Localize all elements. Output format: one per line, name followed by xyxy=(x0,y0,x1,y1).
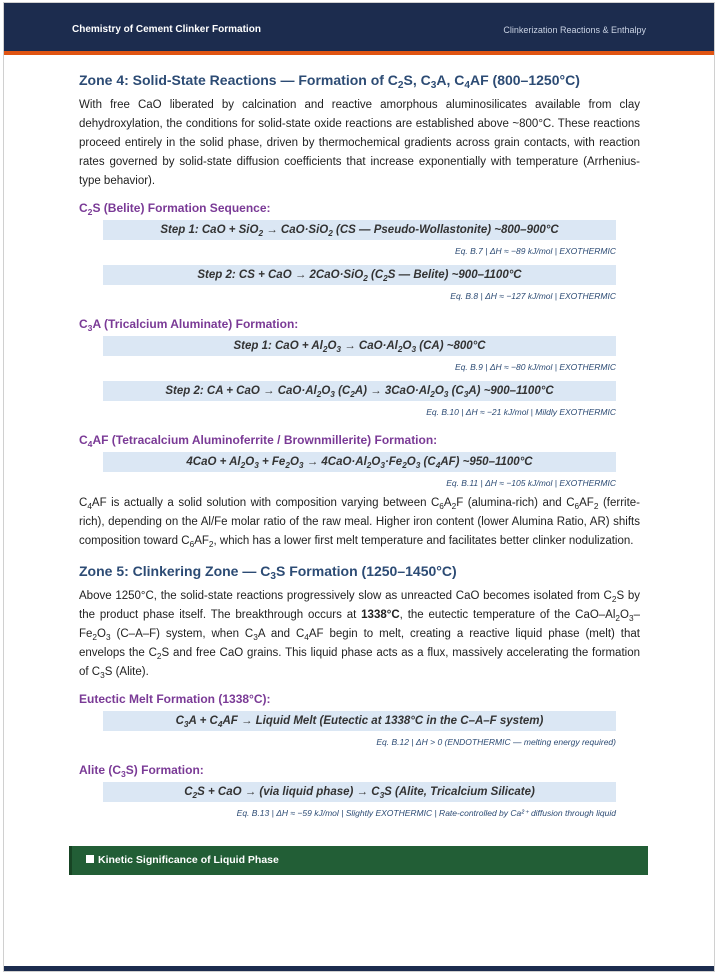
zone5-title: Zone 5: Clinkering Zone — $C_3S$ Formation (1250–1450°C) xyxy=(79,563,457,582)
equation-b11-ref: Eq. B.11 | ΔH ≈ −105 kJ/mol | EXOTHERMIC xyxy=(446,478,616,488)
equation-b7: Step 1: CaO + SiO$_2$ → CaO·SiO$_2$ (CS — Pseudo-Wollastonite) ~800–900°C xyxy=(103,220,616,240)
main-content xyxy=(79,68,640,824)
equation-b8: Step 2: CS + CaO → 2CaO·SiO$_2$ ($C_2S$ — Belite) ~900–1100°C xyxy=(103,265,616,285)
equation-b10-ref: Eq. B.10 | ΔH ≈ −21 kJ/mol | Mildly EXOTHERMIC xyxy=(426,407,616,417)
zone4-title: Zone 4: Solid-State Reactions — Formation of $C_2S$, $C_3A$, $C_4AF$ (800–1250°C) xyxy=(79,72,580,91)
alite-heading: Alite $(C_3S)$ Formation: xyxy=(79,763,204,779)
kinetic-label: Kinetic Significance of Liquid Phase xyxy=(98,854,279,866)
c2s-heading: $C_2S$ (Belite) Formation Sequence: xyxy=(79,201,271,217)
zone4-intro: With free CaO liberated by calcination and reactive amorphous aluminosilicates available from clay dehydroxylation, the conditions for solid-state oxide reactions are established above ~800°C. These reactions proceed entirely in the solid phase, driven by thermochemical gradients across grain contacts, with reaction rates governed by solid-state diffusion coefficients that increase exponentially with temperature (Arrhenius-type behavior). xyxy=(79,99,640,187)
square-bullet-icon xyxy=(86,855,94,863)
equation-b9-ref: Eq. B.9 | ΔH ≈ −80 kJ/mol | EXOTHERMIC xyxy=(455,362,616,372)
equation-b10: Step 2: CA + CaO → $CaO\cdot Al_2O_3$ $(C_2A) \to 3CaO\cdot Al_2O_3$ $(C_3A)$ ~900–1100°C xyxy=(103,381,616,401)
equation-b13-ref: Eq. B.13 | ΔH ≈ −59 kJ/mol | Slightly EXOTHERMIC | Rate-controlled by Ca²⁺ diffusion through liquid xyxy=(236,808,616,818)
equation-b12: $C_3A + C_4AF$ → Liquid Melt (Eutectic at 1338°C in the C–A–F system) xyxy=(103,711,616,731)
kinetic-significance-bar[interactable] xyxy=(69,846,648,875)
page-header xyxy=(4,3,714,55)
c4af-heading: $C_4AF$ (Tetracalcium Aluminoferrite / Brownmillerite) Formation: xyxy=(79,433,438,449)
c3a-heading: $C_3A$ (Tricalcium Aluminate) Formation: xyxy=(79,317,299,333)
equation-b11: $4CaO + Al_2O_3 + Fe_2O_3 \to 4CaO\cdot Al_2O_3\cdot Fe_2O_3$ $(C_4AF)$ ~950–1100°C xyxy=(103,452,616,472)
document-title: Chemistry of Cement Clinker Formation xyxy=(72,24,261,35)
equation-b8-ref: Eq. B.8 | ΔH ≈ −127 kJ/mol | EXOTHERMIC xyxy=(450,291,616,301)
equation-b9: Step 1: CaO + $Al_2O_3 \to CaO\cdot Al_2O_3$ (CA) ~800°C xyxy=(103,336,616,356)
equation-b13: $C_2S$ + CaO → (via liquid phase) → $C_3S$ (Alite, Tricalcium Silicate) xyxy=(103,782,616,802)
equation-b12-ref: Eq. B.12 | ΔH > 0 (ENDOTHERMIC — melting energy required) xyxy=(376,737,616,747)
eutectic-heading: Eutectic Melt Formation (1338°C): xyxy=(79,692,271,706)
c4af-note: $C_4AF$ is actually a solid solution with composition varying between $C_6A_2F$ (alumina-rich) and $C_6AF_2$ (ferrite-rich), depending on the Al/Fe molar ratio of the raw meal. Higher iron content (lower Alumina Ratio, AR) shifts composition toward $C_6AF_2$, which has a lower first melt temperature and facilitates better clinker nodulization. xyxy=(79,497,640,549)
footer-bar xyxy=(4,966,714,971)
zone5-intro: Above 1250°C, the solid-state reactions progressively slow as unreacted CaO becomes isolated from $C_2S$ by the product phase itself. The breakthrough occurs at 1338°C, the eutectic temperature of the CaO–$Al_2O_3-Fe_2O_3$ (C–A–F) system, when $C_3A$ and $C_4AF$ begin to melt, creating a reactive liquid phase (melt) that envelops the $C_2S$ and free CaO grains. This liquid phase acts as a flux, massively accelerating the formation of $C_3S$ (Alite). xyxy=(79,590,641,680)
section-subtitle: Clinkerization Reactions & Enthalpy xyxy=(503,25,646,35)
equation-b7-ref: Eq. B.7 | ΔH ≈ −89 kJ/mol | EXOTHERMIC xyxy=(455,246,616,256)
